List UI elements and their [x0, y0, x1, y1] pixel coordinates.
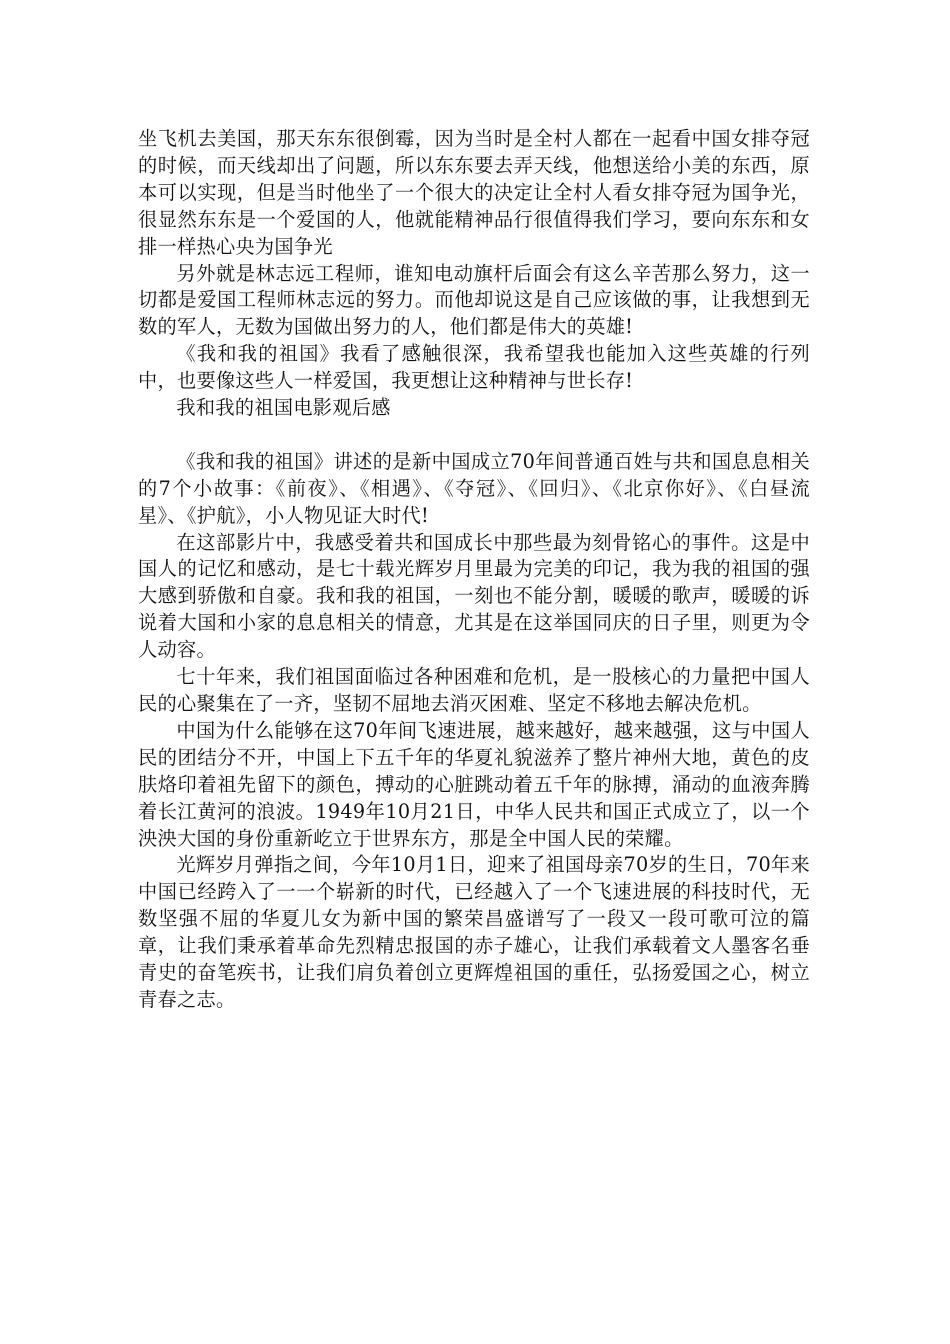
paragraph: 《我和我的祖国》我看了感触很深，我希望我也能加入这些英雄的行列中，也要像这些人一样爱国，我更想让这种精神与世长存!: [138, 342, 810, 393]
paragraph: 《我和我的祖国》讲述的是新中国成立70年间普通百姓与共和国息息相关的7个小故事：《前夜》、《相遇》、《夺冠》、《回归》、《北京你好》、《白昼流星》、《护航》，小人物见证大时代!: [138, 449, 810, 527]
blank-line: [138, 422, 810, 449]
document-body: [138, 126, 810, 1014]
paragraph: 坐飞机去美国，那天东东很倒霉，因为当时是全村人都在一起看中国女排夺冠的时候，而天线却出了问题，所以东东要去弄天线，他想送给小美的东西，原本可以实现，但是当时他坐了一个很大的决定让全村人看女排夺冠为国争光，很显然东东是一个爱国的人，他就能精神品行很值得我们学习，要向东东和女排一样热心央为国争光: [138, 127, 810, 258]
paragraph: 另外就是林志远工程师，谁知电动旗杆后面会有这么辛苦那么努力，这一切都是爱国工程师林志远的努力。而他却说这是自己应该做的事，让我想到无数的军人，无数为国做出努力的人，他们都是伟大的英雄!: [138, 261, 810, 339]
section-heading: 我和我的祖国电影观后感: [176, 396, 391, 420]
paragraph: 中国为什么能够在这70年间飞速进展，越来越好，越来越强，这与中国人民的团结分不开，中国上下五千年的华夏礼貌滋养了整片神州大地，黄色的皮肤烙印着祖先留下的颜色，搏动的心脏跳动着五千年的脉搏，涌动的血液奔腾着长江黄河的浪波。1949年10月21日，中华人民共和国正式成立了，以一个泱泱大国的身份重新屹立于世界东方，那是全中国人民的荣耀。: [138, 718, 810, 850]
paragraph: 七十年来，我们祖国面临过各种困难和危机，是一股核心的力量把中国人民的心聚集在了一齐，坚韧不屈地去消灭困难、坚定不移地去解决危机。: [138, 665, 810, 716]
paragraph: 光辉岁月弹指之间，今年10月1日，迎来了祖国母亲70岁的生日，70年来中国已经跨入了一一个崭新的时代，已经越入了一个飞速进展的科技时代，无数坚强不屈的华夏儿女为新中国的繁荣昌盛谱写了一段又一段可歌可泣的篇章，让我们秉承着革命先烈精忠报国的赤子雄心，让我们承载着文人墨客名垂青史的奋笔疾书，让我们肩负着创立更辉煌祖国的重任，弘扬爱国之心，树立青春之志。: [138, 853, 810, 1011]
paragraph: 在这部影片中，我感受着共和国成长中那些最为刻骨铭心的事件。这是中国人的记忆和感动，是七十载光辉岁月里最为完美的印记，我为我的祖国的强大感到骄傲和自豪。我和我的祖国，一刻也不能分割，暖暖的歌声，暖暖的诉说着大国和小家的息息相关的情意，尤其是在这举国同庆的日子里，则更为令人动容。: [138, 530, 810, 662]
